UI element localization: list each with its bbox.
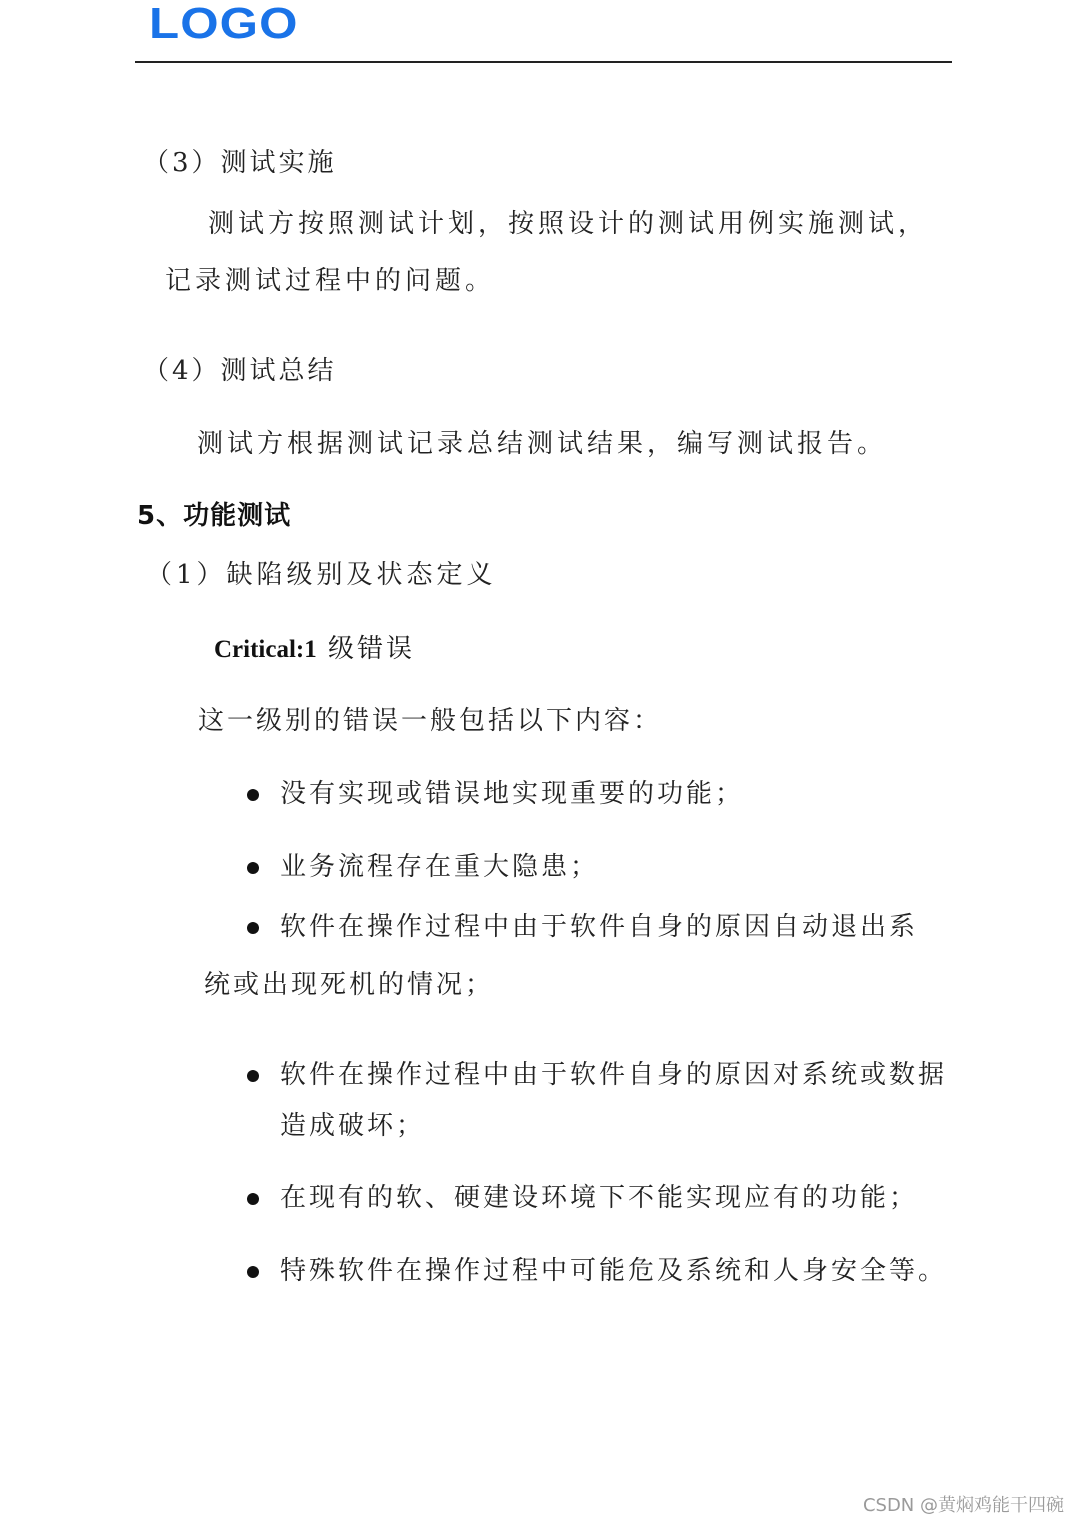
bullet-item-2: 业务流程存在重大隐患； [280,852,600,882]
section3-paragraph-line2: 记录测试过程中的问题。 [165,266,496,296]
critical-level-text: 级错误 [316,634,415,664]
logo: LOGO [149,0,299,48]
bullet-dot-3 [247,922,259,934]
bullet-item-6: 特殊软件在操作过程中可能危及系统和人身安全等。 [280,1256,948,1286]
bullet-dot-5 [247,1193,259,1205]
section3-paragraph-line1: 测试方按照测试计划，按照设计的测试用例实施测试， [208,209,929,239]
csdn-watermark: CSDN @黄焖鸡能干四碗 [862,1495,1064,1516]
bullet-item-4-line1: 软件在操作过程中由于软件自身的原因对系统或数据 [280,1060,948,1090]
bullet-item-5: 在现有的软、硬建设环境下不能实现应有的功能； [280,1183,919,1213]
defect-level-heading: （1）缺陷级别及状态定义 [146,560,497,590]
critical-level-line [214,632,415,669]
section4-paragraph: 测试方根据测试记录总结测试结果，编写测试报告。 [197,429,888,459]
bullet-dot-1 [247,789,259,801]
bullet-item-3-line1: 软件在操作过程中由于软件自身的原因自动退出系 [280,912,919,942]
section4-heading: （4）测试总结 [143,356,337,386]
bullet-item-3-line2: 统或出现死机的情况； [204,970,495,1000]
bullet-item-4-line2: 造成破坏； [280,1111,426,1141]
bullet-item-1: 没有实现或错误地实现重要的功能； [280,779,745,809]
bullet-dot-2 [247,862,259,874]
section3-heading: （3）测试实施 [143,148,337,178]
header-divider [135,61,952,63]
critical-intro: 这一级别的错误一般包括以下内容： [198,706,663,736]
bullet-dot-6 [247,1266,259,1278]
bullet-dot-4 [247,1070,259,1082]
heading-functional-testing: 5、功能测试 [137,501,292,531]
critical-label: Critical:1 [214,636,317,663]
